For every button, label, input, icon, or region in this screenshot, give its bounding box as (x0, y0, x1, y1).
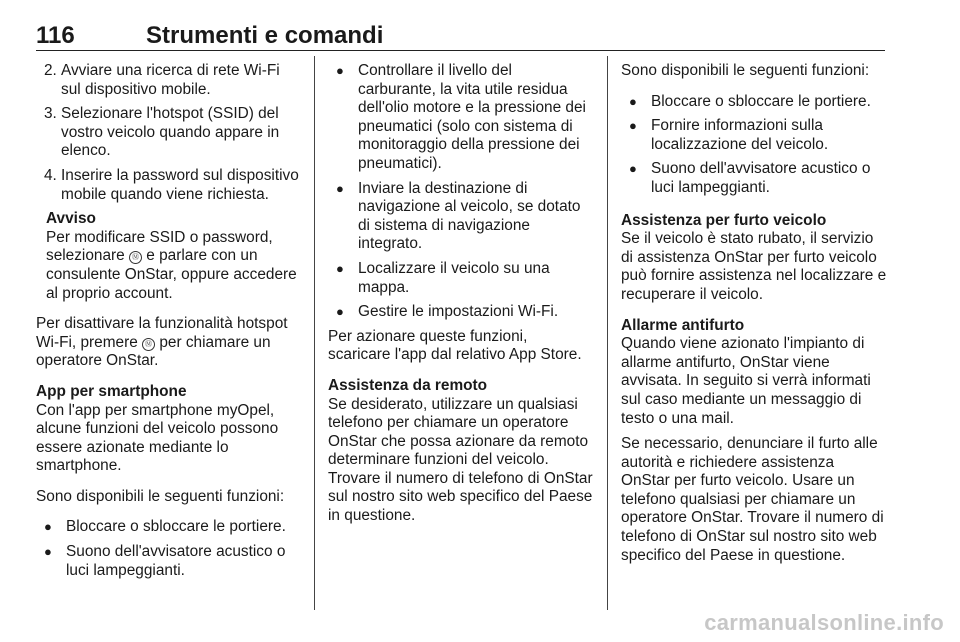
app-section: App per smartphone Con l'app per smartphone myOpel, alcune funzioni del veicolo possono essere azionate mediante lo smartphone. (36, 383, 300, 476)
text-column-1 (36, 62, 300, 586)
bullet-list (621, 93, 887, 198)
paragraph: Per azionare queste funzioni, scaricare l'app dal relativo App Store. (328, 327, 582, 364)
text-column-2 (328, 62, 594, 538)
section-heading: Allarme antifurto (621, 316, 745, 334)
bullet-icon: ● (629, 161, 637, 177)
bullet-icon: ● (336, 180, 344, 196)
list-item: 3. Selezionare l'hotspot (SSID) del vostro veicolo quando appare in elenco. (44, 105, 280, 160)
onstar-button-icon: Ⓜ (142, 338, 155, 351)
list-item: ● Bloccare o sbloccare le portiere. (44, 518, 286, 536)
bullet-icon: ● (44, 519, 52, 535)
bullet-icon: ● (44, 544, 52, 560)
step-list (36, 62, 300, 204)
bullet-list (328, 62, 594, 322)
list-item: ● Suono dell'avvisatore acustico o luci lampeggianti. (44, 543, 286, 579)
section-heading: App per smartphone (36, 382, 187, 400)
onstar-button-icon: Ⓜ (129, 251, 142, 264)
bullet-icon: ● (336, 260, 344, 276)
paragraph: Sono disponibili le seguenti funzioni: (36, 487, 285, 505)
section-heading: Assistenza da remoto (328, 376, 488, 394)
note-box: Avviso Per modificare SSID o password, selezionare Ⓜ e parlare con un consulente OnStar, oppure accedere al proprio account. (36, 210, 300, 303)
page-header (36, 0, 885, 51)
section-title: Strumenti e comandi (146, 22, 384, 49)
list-item: ● Localizzare il veicolo su una mappa. (336, 259, 550, 296)
paragraph: Per disattivare la funzionalità hotspot Wi-Fi, premere Ⓜ per chiamare un operatore OnStar. (36, 315, 288, 370)
bullet-icon: ● (629, 118, 637, 134)
column-divider (314, 56, 315, 610)
bullet-icon: ● (336, 63, 344, 78)
bullet-list (36, 518, 300, 580)
list-item: ● Inviare la destinazione di navigazione al veicolo, se dotato di sistema di navigazione integrato. (336, 179, 581, 253)
list-item: ● Fornire informazioni sulla localizzazione del veicolo. (629, 117, 829, 153)
paragraph: Se necessario, denunciare il furto alle autorità e richiedere assistenza OnStar per furto veicolo. Usare un telefono qualsiasi per chiamare un operatore OnStar. Trovare il numero di telefono di OnStar sul nostro sito web specifico del Paese in questione. (621, 435, 884, 564)
alarm-section: Allarme antifurto Quando viene azionato l'impianto di allarme antifurto, OnStar viene avvisata. In seguito si verrà informati sul caso mediante un messaggio di testo o una mail. (621, 317, 887, 429)
page-number: 116 (36, 22, 75, 49)
paragraph: Sono disponibili le seguenti funzioni: (621, 62, 870, 79)
bullet-icon: ● (336, 304, 344, 320)
note-title: Avviso (46, 210, 96, 228)
list-item: ● Controllare il livello del carburante, la vita utile residua dell'olio motore e la pressione dei pneumatici (solo con sistema di monitoraggio della pressione dei pneumatici). (336, 62, 586, 172)
theft-section: Assistenza per furto veicolo Se il veicolo è stato rubato, il servizio di assistenza OnStar per furto veicolo può fornire assistenza nel localizzare e recuperare il veicolo. (621, 211, 887, 303)
column-divider (607, 56, 608, 610)
list-item: ● Bloccare o sbloccare le portiere. (629, 92, 871, 110)
list-item: ● Gestire le impostazioni Wi-Fi. (336, 303, 559, 321)
list-item: ● Suono dell'avvisatore acustico o luci lampeggianti. (629, 160, 871, 196)
remote-section: Assistenza da remoto Se desiderato, utilizzare un qualsiasi telefono per chiamare un operatore OnStar che possa azionare da remoto determinare funzioni del veicolo. Trovare il numero di telefono di OnStar sul nostro sito web specifico del Paese in questione. (328, 376, 593, 525)
list-item: 4. Inserire la password sul dispositivo mobile quando viene richiesta. (44, 166, 299, 203)
section-heading: Assistenza per furto veicolo (621, 211, 827, 229)
bullet-icon: ● (629, 93, 637, 109)
list-item: 2. Avviare una ricerca di rete Wi-Fi sul dispositivo mobile. (44, 62, 280, 98)
text-column-3 (621, 62, 887, 577)
watermark: carmanualsonline.info (704, 610, 944, 635)
